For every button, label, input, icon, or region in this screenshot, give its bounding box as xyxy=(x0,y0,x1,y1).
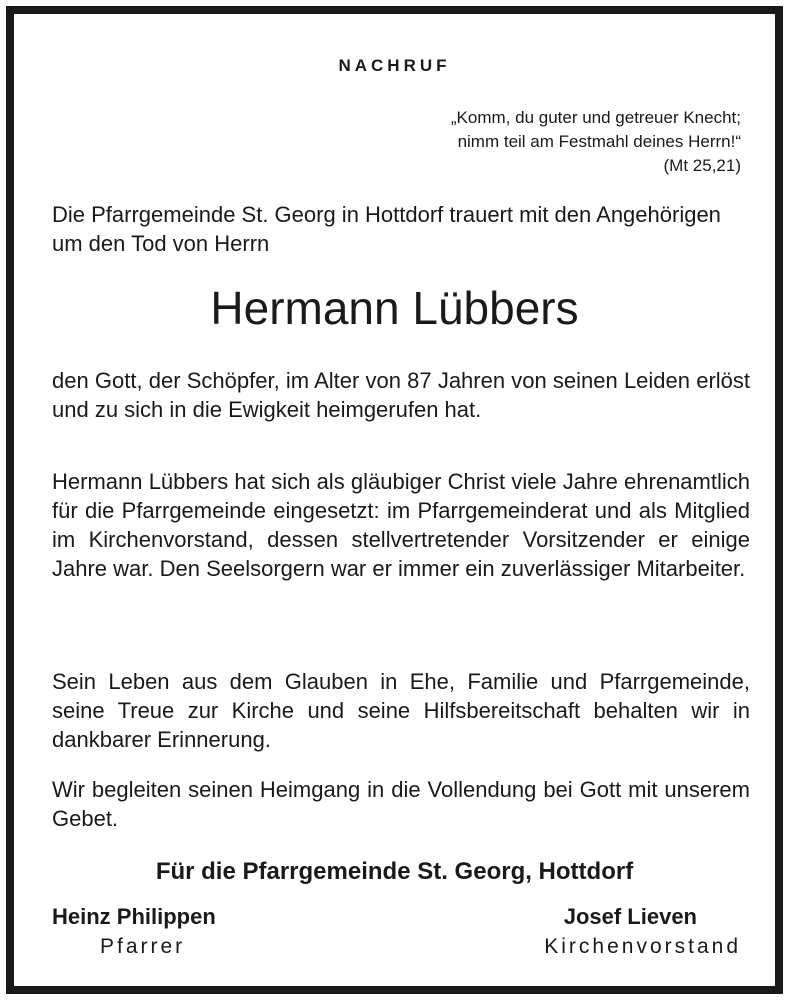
heading-title: NACHRUF xyxy=(338,56,451,75)
quote-line-2: nimm teil am Festmahl deines Herrn!“ xyxy=(457,132,741,151)
signature-role: Kirchenvorstand xyxy=(544,935,741,958)
obituary-frame xyxy=(6,6,783,994)
bible-quote xyxy=(311,106,741,178)
intro-paragraph: Die Pfarrgemeinde St. Georg in Hottdorf trauert mit den Angehörigen um den Tod von Herrn xyxy=(52,202,721,256)
signature-pastor xyxy=(52,902,216,962)
paragraph-3: Sein Leben aus dem Glauben in Ehe, Familie und Pfarrgemeinde, seine Treue zur Kirche und seine Hilfsbereitschaft behalten wir in dankbarer Erinnerung. xyxy=(52,669,750,752)
obituary-content xyxy=(14,14,775,986)
deceased-name: Hermann Lübbers xyxy=(210,282,579,334)
signature-church-board xyxy=(544,902,741,962)
signature-role: Pfarrer xyxy=(100,935,186,958)
paragraph-4: Wir begleiten seinen Heimgang in die Vollendung bei Gott mit unserem Gebet. xyxy=(52,777,750,831)
signature-name: Josef Lieven xyxy=(563,904,697,929)
quote-reference: (Mt 25,21) xyxy=(663,156,741,175)
paragraph-2: Hermann Lübbers hat sich als gläubiger Christ viele Jahre ehrenamtlich für die Pfarrgemeinde eingesetzt: im Pfarrgemeinderat und als Mitglied im Kirchenvorstand, dessen stellvertretender Vorsitzender er einige Jahre war. Den Seelsorgern war er immer ein zuverlässiger Mitarbeiter. xyxy=(52,469,750,581)
quote-line-1: „Komm, du guter und getreuer Knecht; xyxy=(450,108,741,127)
signature-name: Heinz Philippen xyxy=(52,904,216,929)
paragraph-1: den Gott, der Schöpfer, im Alter von 87 Jahren von seinen Leiden erlöst und zu sich in die Ewigkeit heimgerufen hat. xyxy=(52,368,750,422)
closing-parish: Für die Pfarrgemeinde St. Georg, Hottdorf xyxy=(155,858,634,885)
